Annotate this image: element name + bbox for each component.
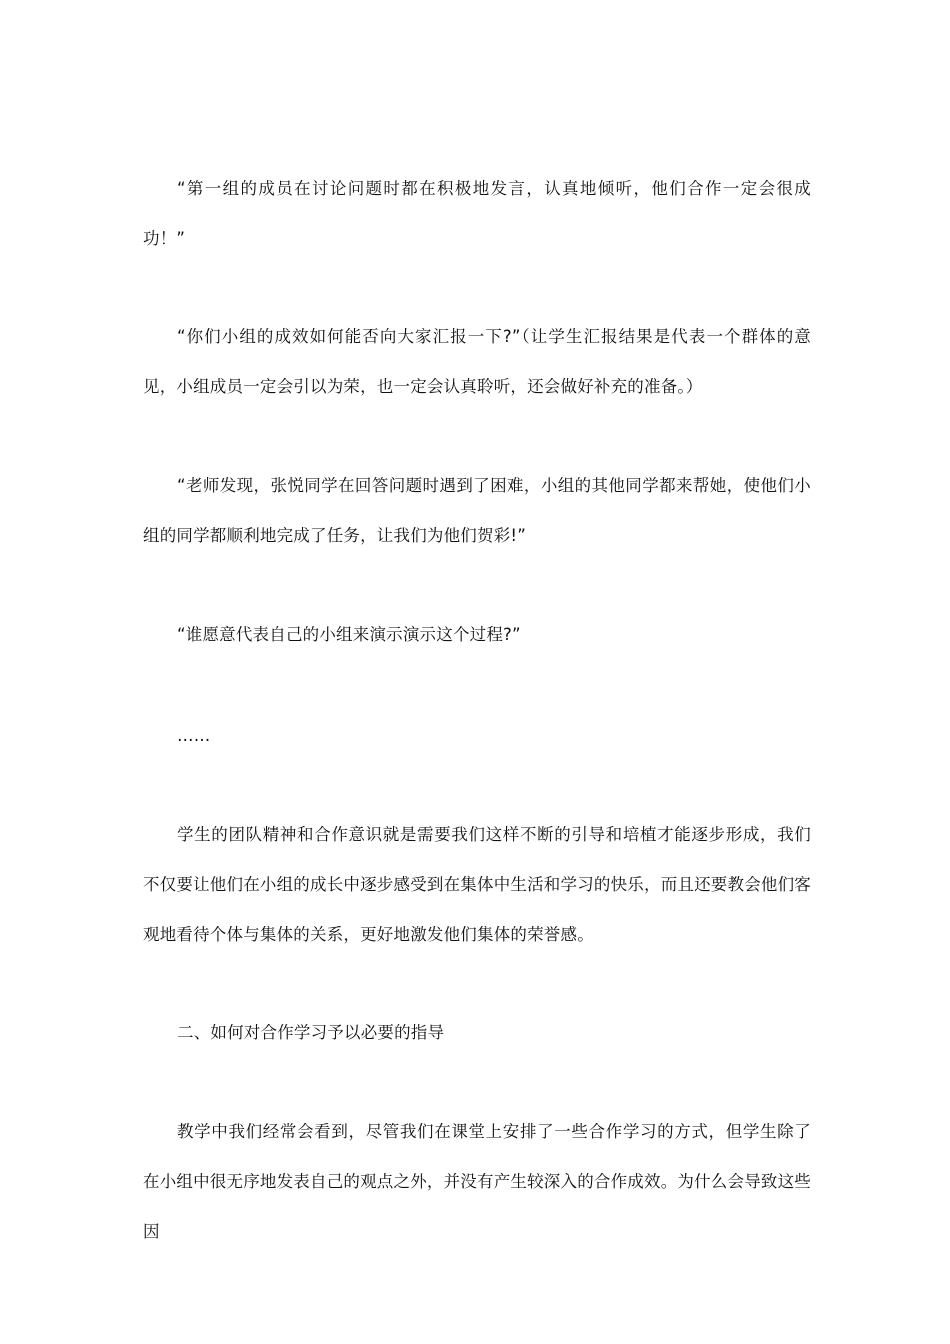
quote-paragraph-report: “你们小组的成效如何能否向大家汇报一下?”（让学生汇报结果是代表一个群体的意见，小组成员一定会引以为荣，也一定会认真聆听，还会做好补充的准备。） bbox=[143, 327, 811, 396]
body-paragraph-team-spirit: 学生的团队精神和合作意识就是需要我们这样不断的引导和培植才能逐步形成，我们不仅要让他们在小组的成长中逐步感受到在集体中生活和学习的快乐，而且还要教会他们客观地看待个体与集体的关系，更好地激发他们集体的荣誉感。 bbox=[143, 825, 811, 944]
section-heading: 二、如何对合作学习予以必要的指导 bbox=[177, 1023, 445, 1042]
ellipsis-paragraph: …… bbox=[177, 726, 211, 745]
body-paragraph-guidance: 教学中我们经常会看到，尽管我们在课堂上安排了一些合作学习的方式，但学生除了在小组中很无序地发表自己的观点之外，并没有产生较深入的合作成效。为什么会导致这些因 bbox=[143, 1122, 811, 1241]
quote-paragraph-group-one: “第一组的成员在讨论问题时都在积极地发言，认真地倾听，他们合作一定会很成功！” bbox=[143, 179, 811, 248]
quote-paragraph-demo: “谁愿意代表自己的小组来演示演示这个过程?” bbox=[177, 625, 521, 644]
quote-paragraph-teacher: “老师发现，张悦同学在回答问题时遇到了困难，小组的其他同学都来帮她，使他们小组的同学都顺利地完成了任务，让我们为他们贺彩!” bbox=[143, 476, 811, 545]
